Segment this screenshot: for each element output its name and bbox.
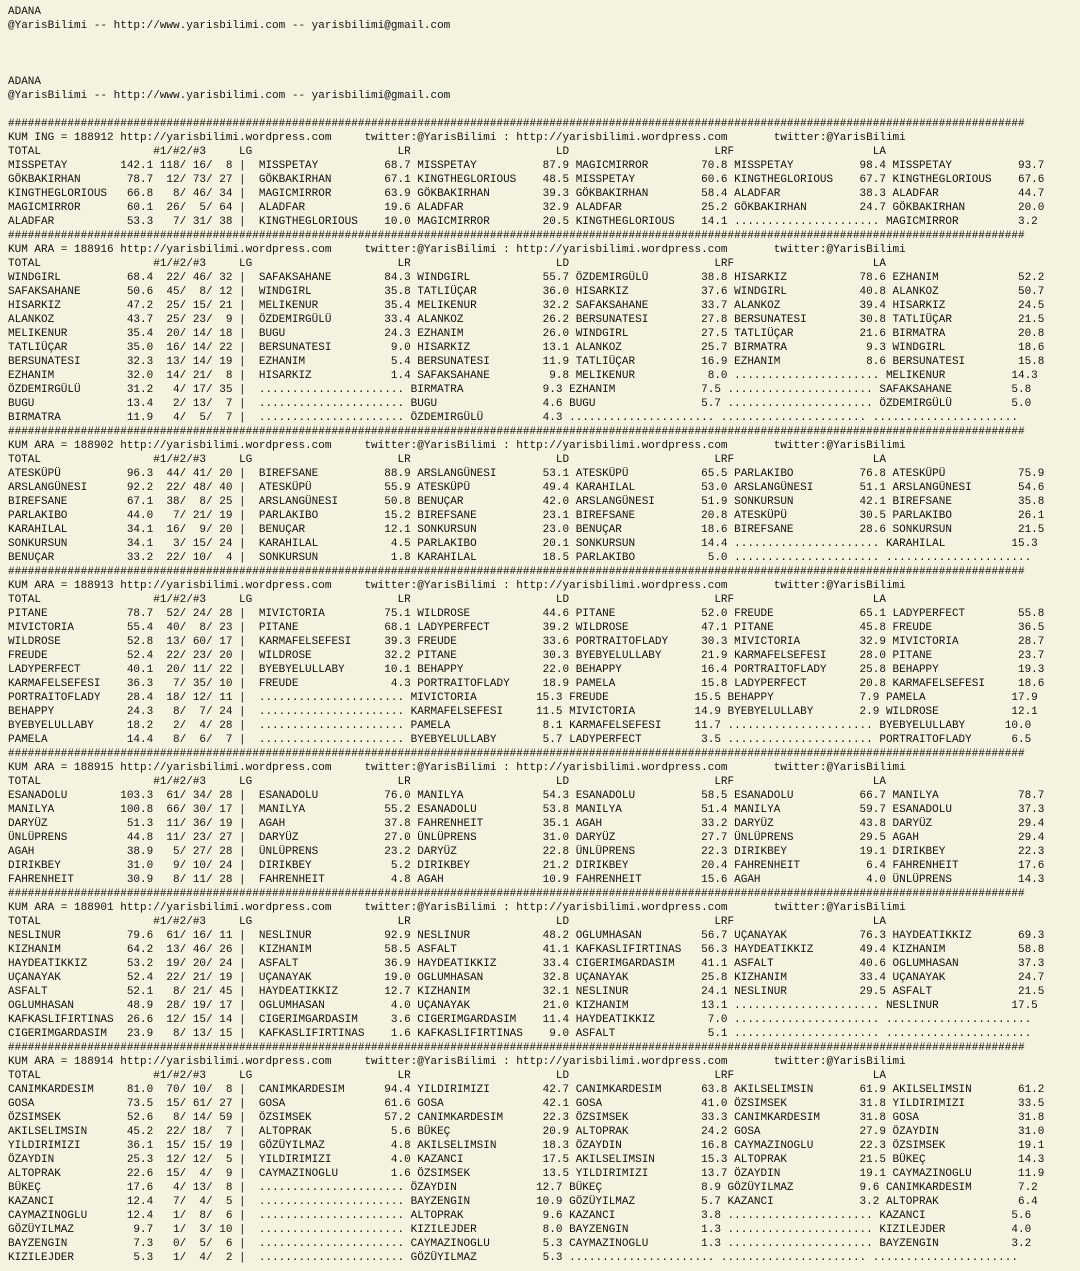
column-header: TOTAL #1/#2/#3 LG LR LD LRF LA xyxy=(8,776,886,788)
table-row: ÜNLÜPRENS 44.8 11/ 23/ 27 | DARYÜZ 27.0 ÜNLÜPRENS 31.0 DARYÜZ 27.7 ÜNLÜPRENS 29.5 AGAH 29.4 xyxy=(8,832,1045,844)
table-row: UÇANAYAK 52.4 22/ 21/ 19 | UÇANAYAK 19.0 OGLUMHASAN 32.8 UÇANAYAK 25.8 KIZHANIM 33.4 UÇANAYAK 24.7 xyxy=(8,972,1045,984)
column-header: TOTAL #1/#2/#3 LG LR LD LRF LA xyxy=(8,146,886,158)
race-title: KUM ARA = 188901 http://yarisbilimi.wordpress.com twitter:@YarisBilimi : http://yarisbilimi.wordpress.com twitter:@YarisBilimi xyxy=(8,902,906,914)
table-row: OGLUMHASAN 48.9 28/ 19/ 17 | OGLUMHASAN 4.0 UÇANAYAK 21.0 KIZHANIM 13.1 ...................... NESLINUR 17.5 xyxy=(8,1000,1038,1012)
separator-line: ########################################################################################################################################################## xyxy=(8,1042,1025,1054)
column-header: TOTAL #1/#2/#3 LG LR LD LRF LA xyxy=(8,454,886,466)
spacer xyxy=(8,103,1080,117)
race-block xyxy=(8,565,1080,747)
table-row: KAZANCI 12.4 7/ 4/ 5 | ...................... BAYZENGIN 10.9 GÖZÜYILMAZ 5.7 KAZANCI 3.2 ALTOPRAK 6.4 xyxy=(8,1196,1038,1208)
table-row: ESANADOLU 103.3 61/ 34/ 28 | ESANADOLU 76.0 MANILYA 54.3 ESANADOLU 58.5 ESANADOLU 66.7 MANILYA 78.7 xyxy=(8,790,1045,802)
column-header: TOTAL #1/#2/#3 LG LR LD LRF LA xyxy=(8,1070,886,1082)
table-row: PAMELA 14.4 8/ 6/ 7 | ...................... BYEBYELULLABY 5.7 LADYPERFECT 3.5 ...................... PORTRAITOFLADY 6.5 xyxy=(8,734,1032,746)
table-row: DARYÜZ 51.3 11/ 36/ 19 | AGAH 37.8 FAHRENHEIT 35.1 AGAH 33.2 DARYÜZ 43.8 DARYÜZ 29.4 xyxy=(8,818,1045,830)
table-row: HAYDEATIKKIZ 53.2 19/ 20/ 24 | ASFALT 36.9 HAYDEATIKKIZ 33.4 CIGERIMGARDASIM 41.1 ASFALT 40.6 OGLUMHASAN 37.3 xyxy=(8,958,1045,970)
table-row: PARLAKIBO 44.0 7/ 21/ 19 | PARLAKIBO 15.2 BIREFSANE 23.1 BIREFSANE 20.8 ATESKÜPÜ 30.5 PARLAKIBO 26.1 xyxy=(8,510,1045,522)
table-row: ALANKOZ 43.7 25/ 23/ 9 | ÖZDEMIRGÜLÜ 33.4 ALANKOZ 26.2 BERSUNATESI 27.8 BERSUNATESI 30.8 TATLIÜÇAR 21.5 xyxy=(8,314,1045,326)
separator-line: ########################################################################################################################################################## xyxy=(8,888,1025,900)
column-header: TOTAL #1/#2/#3 LG LR LD LRF LA xyxy=(8,258,886,270)
separator-line: ########################################################################################################################################################## xyxy=(8,230,1025,242)
table-row: ARSLANGÜNESI 92.2 22/ 48/ 40 | ATESKÜPÜ 55.9 ATESKÜPÜ 49.4 KARAHILAL 53.0 ARSLANGÜNESI 51.1 ARSLANGÜNESI 54.6 xyxy=(8,482,1045,494)
race-block xyxy=(8,1041,1080,1265)
table-row: MELIKENUR 35.4 20/ 14/ 18 | BUGU 24.3 EZHANIM 26.0 WINDGIRL 27.5 TATLIÜÇAR 21.6 BIRMATRA 20.8 xyxy=(8,328,1045,340)
table-row: SAFAKSAHANE 50.6 45/ 8/ 12 | WINDGIRL 35.8 TATLIÜÇAR 36.0 HISARKIZ 37.6 WINDGIRL 40.8 ALANKOZ 50.7 xyxy=(8,286,1045,298)
table-row: AKILSELIMSIN 45.2 22/ 18/ 7 | ALTOPRAK 5.6 BÜKEÇ 20.9 ALTOPRAK 24.2 GOSA 27.9 ÖZAYDIN 31.0 xyxy=(8,1126,1045,1138)
table-row: ÖZSIMSEK 52.6 8/ 14/ 59 | ÖZSIMSEK 57.2 CANIMKARDESIM 22.3 ÖZSIMSEK 33.3 CANIMKARDESIM 31.8 GOSA 31.8 xyxy=(8,1112,1045,1124)
column-header: TOTAL #1/#2/#3 LG LR LD LRF LA xyxy=(8,916,886,928)
table-row: BAYZENGIN 7.3 0/ 5/ 6 | ...................... CAYMAZINOGLU 5.3 CAYMAZINOGLU 1.3 ...................... BAYZENGIN 3.2 xyxy=(8,1238,1032,1250)
table-row: ÖZDEMIRGÜLÜ 31.2 4/ 17/ 35 | ...................... BIRMATRA 9.3 EZHANIM 7.5 ...................... SAFAKSAHANE 5.8 xyxy=(8,384,1032,396)
race-title: KUM ARA = 188915 http://yarisbilimi.wordpress.com twitter:@YarisBilimi : http://yarisbilimi.wordpress.com twitter:@YarisBilimi xyxy=(8,762,906,774)
table-row: BENUÇAR 33.2 22/ 10/ 4 | SONKURSUN 1.8 KARAHILAL 18.5 PARLAKIBO 5.0 ...................... ...................... xyxy=(8,552,1032,564)
table-row: MIVICTORIA 55.4 40/ 8/ 23 | PITANE 68.1 LADYPERFECT 39.2 WILDROSE 47.1 PITANE 45.8 FREUDE 36.5 xyxy=(8,622,1045,634)
table-row: KIZILEJDER 5.3 1/ 4/ 2 | ...................... GÖZÜYILMAZ 5.3 ...................... ...................... ...................... xyxy=(8,1252,1018,1264)
table-row: AGAH 38.9 5/ 27/ 28 | ÜNLÜPRENS 23.2 DARYÜZ 22.8 ÜNLÜPRENS 22.3 DIRIKBEY 19.1 DIRIKBEY 22.3 xyxy=(8,846,1045,858)
header-contact: @YarisBilimi -- http://www.yarisbilimi.com -- yarisbilimi@gmail.com xyxy=(8,20,451,32)
spacer xyxy=(8,47,1080,61)
table-row: BERSUNATESI 32.3 13/ 14/ 19 | EZHANIM 5.4 BERSUNATESI 11.9 TATLIÜÇAR 16.9 EZHANIM 8.6 BERSUNATESI 15.8 xyxy=(8,356,1045,368)
table-row: HISARKIZ 47.2 25/ 15/ 21 | MELIKENUR 35.4 MELIKENUR 32.2 SAFAKSAHANE 33.7 ALANKOZ 39.4 HISARKIZ 24.5 xyxy=(8,300,1045,312)
table-row: BIREFSANE 67.1 38/ 8/ 25 | ARSLANGÜNESI 50.8 BENUÇAR 42.0 ARSLANGÜNESI 51.9 SONKURSUN 42.1 BIREFSANE 35.8 xyxy=(8,496,1045,508)
table-row: FREUDE 52.4 22/ 23/ 20 | WILDROSE 32.2 PITANE 30.3 BYEBYELULLABY 21.9 KARMAFELSEFESI 28.0 PITANE 23.7 xyxy=(8,650,1045,662)
header-title: ADANA xyxy=(8,76,42,88)
table-row: MAGICMIRROR 60.1 26/ 5/ 64 | ALADFAR 19.6 ALADFAR 32.9 ALADFAR 25.2 GÖKBAKIRHAN 24.7 GÖKBAKIRHAN 20.0 xyxy=(8,202,1045,214)
race-title: KUM ARA = 188902 http://yarisbilimi.wordpress.com twitter:@YarisBilimi : http://yarisbilimi.wordpress.com twitter:@YarisBilimi xyxy=(8,440,906,452)
separator-line: ########################################################################################################################################################## xyxy=(8,748,1025,760)
table-row: KARMAFELSEFESI 36.3 7/ 35/ 10 | FREUDE 4.3 PORTRAITOFLADY 18.9 PAMELA 15.8 LADYPERFECT 20.8 KARMAFELSEFESI 18.6 xyxy=(8,678,1045,690)
table-row: PITANE 78.7 52/ 24/ 28 | MIVICTORIA 75.1 WILDROSE 44.6 PITANE 52.0 FREUDE 65.1 LADYPERFECT 55.8 xyxy=(8,608,1045,620)
race-block xyxy=(8,425,1080,565)
table-row: SONKURSUN 34.1 3/ 15/ 24 | KARAHILAL 4.5 PARLAKIBO 20.1 SONKURSUN 14.4 ...................... KARAHILAL 15.3 xyxy=(8,538,1038,550)
header-title: ADANA xyxy=(8,6,42,18)
race-title: KUM ARA = 188913 http://yarisbilimi.wordpress.com twitter:@YarisBilimi : http://yarisbilimi.wordpress.com twitter:@YarisBilimi xyxy=(8,580,906,592)
table-row: WINDGIRL 68.4 22/ 46/ 32 | SAFAKSAHANE 84.3 WINDGIRL 55.7 ÖZDEMIRGÜLÜ 38.8 HISARKIZ 78.6 EZHANIM 52.2 xyxy=(8,272,1045,284)
race-title: KUM ARA = 188914 http://yarisbilimi.wordpress.com twitter:@YarisBilimi : http://yarisbilimi.wordpress.com twitter:@YarisBilimi xyxy=(8,1056,906,1068)
separator-line: ########################################################################################################################################################## xyxy=(8,566,1025,578)
spacer xyxy=(8,33,1080,47)
table-row: PORTRAITOFLADY 28.4 18/ 12/ 11 | ...................... MIVICTORIA 15.3 FREUDE 15.5 BEHAPPY 7.9 PAMELA 17.9 xyxy=(8,692,1038,704)
table-row: BUGU 13.4 2/ 13/ 7 | ...................... BUGU 4.6 BUGU 5.7 ...................... ÖZDEMIRGÜLÜ 5.0 xyxy=(8,398,1032,410)
table-row: CANIMKARDESIM 81.0 70/ 10/ 8 | CANIMKARDESIM 94.4 YILDIRIMIZI 42.7 CANIMKARDESIM 63.8 AKILSELIMSIN 61.9 AKILSELIMSIN 61.2 xyxy=(8,1084,1045,1096)
table-row: KAFKASLIFIRTINAS 26.6 12/ 15/ 14 | CIGERIMGARDASIM 3.6 CIGERIMGARDASIM 11.4 HAYDEATIKKIZ 7.0 ...................... ...................... xyxy=(8,1014,1032,1026)
race-title: KUM ING = 188912 http://yarisbilimi.wordpress.com twitter:@YarisBilimi : http://yarisbilimi.wordpress.com twitter:@YarisBilimi xyxy=(8,132,906,144)
header-contact: @YarisBilimi -- http://www.yarisbilimi.com -- yarisbilimi@gmail.com xyxy=(8,90,451,102)
table-row: FAHRENHEIT 30.9 8/ 11/ 28 | FAHRENHEIT 4.8 AGAH 10.9 FAHRENHEIT 15.6 AGAH 4.0 ÜNLÜPRENS 14.3 xyxy=(8,874,1045,886)
table-row: CAYMAZINOGLU 12.4 1/ 8/ 6 | ...................... ALTOPRAK 9.6 KAZANCI 3.8 ...................... KAZANCI 5.6 xyxy=(8,1210,1032,1222)
column-header: TOTAL #1/#2/#3 LG LR LD LRF LA xyxy=(8,594,886,606)
race-list xyxy=(8,117,1080,1265)
table-row: GOSA 73.5 15/ 61/ 27 | GOSA 61.6 GOSA 42.1 GOSA 41.0 ÖZSIMSEK 31.8 YILDIRIMIZI 33.5 xyxy=(8,1098,1045,1110)
spacer xyxy=(8,61,1080,75)
table-row: BEHAPPY 24.3 8/ 7/ 24 | ...................... KARMAFELSEFESI 11.5 MIVICTORIA 14.9 BYEBYELULLABY 2.9 WILDROSE 12.1 xyxy=(8,706,1038,718)
table-row: YILDIRIMIZI 36.1 15/ 15/ 19 | GÖZÜYILMAZ 4.8 AKILSELIMSIN 18.3 ÖZAYDIN 16.8 CAYMAZINOGLU 22.3 ÖZSIMSEK 19.1 xyxy=(8,1140,1045,1152)
table-row: NESLINUR 79.6 61/ 16/ 11 | NESLINUR 92.9 NESLINUR 48.2 OGLUMHASAN 56.7 UÇANAYAK 76.3 HAYDEATIKKIZ 69.3 xyxy=(8,930,1045,942)
table-row: DIRIKBEY 31.0 9/ 10/ 24 | DIRIKBEY 5.2 DIRIKBEY 21.2 DIRIKBEY 20.4 FAHRENHEIT 6.4 FAHRENHEIT 17.6 xyxy=(8,860,1045,872)
table-row: GÖKBAKIRHAN 78.7 12/ 73/ 27 | GÖKBAKIRHAN 67.1 KINGTHEGLORIOUS 48.5 MISSPETAY 60.6 KINGTHEGLORIOUS 67.7 KINGTHEGLORIOUS 67.6 xyxy=(8,174,1045,186)
race-block xyxy=(8,747,1080,887)
table-row: GÖZÜYILMAZ 9.7 1/ 3/ 10 | ...................... KIZILEJDER 8.0 BAYZENGIN 1.3 ...................... KIZILEJDER 4.0 xyxy=(8,1224,1032,1236)
table-row: KARAHILAL 34.1 16/ 9/ 20 | BENUÇAR 12.1 SONKURSUN 23.0 BENUÇAR 18.6 BIREFSANE 28.6 SONKURSUN 21.5 xyxy=(8,524,1045,536)
table-row: ALTOPRAK 22.6 15/ 4/ 9 | CAYMAZINOGLU 1.6 ÖZSIMSEK 13.5 YILDIRIMIZI 13.7 ÖZAYDIN 19.1 CAYMAZINOGLU 11.9 xyxy=(8,1168,1045,1180)
table-row: BIRMATRA 11.9 4/ 5/ 7 | ...................... ÖZDEMIRGÜLÜ 4.3 ...................... ...................... ...................... xyxy=(8,412,1018,424)
table-row: TATLIÜÇAR 35.0 16/ 14/ 22 | BERSUNATESI 9.0 HISARKIZ 13.1 ALANKOZ 25.7 BIRMATRA 9.3 WINDGIRL 18.6 xyxy=(8,342,1045,354)
table-row: BYEBYELULLABY 18.2 2/ 4/ 28 | ...................... PAMELA 8.1 KARMAFELSEFESI 11.7 ...................... BYEBYELULLABY 10.0 xyxy=(8,720,1032,732)
table-row: BÜKEÇ 17.6 4/ 13/ 8 | ...................... ÖZAYDIN 12.7 BÜKEÇ 8.9 GÖZÜYILMAZ 9.6 CANIMKARDESIM 7.2 xyxy=(8,1182,1038,1194)
table-row: ALADFAR 53.3 7/ 31/ 38 | KINGTHEGLORIOUS 10.0 MAGICMIRROR 20.5 KINGTHEGLORIOUS 14.1 ...................... MAGICMIRROR 3.2 xyxy=(8,216,1038,228)
race-block xyxy=(8,229,1080,425)
race-title: KUM ARA = 188916 http://yarisbilimi.wordpress.com twitter:@YarisBilimi : http://yarisbilimi.wordpress.com twitter:@YarisBilimi xyxy=(8,244,906,256)
table-row: ASFALT 52.1 8/ 21/ 45 | HAYDEATIKKIZ 12.7 KIZHANIM 32.1 NESLINUR 24.1 NESLINUR 29.5 ASFALT 21.5 xyxy=(8,986,1045,998)
race-block xyxy=(8,887,1080,1041)
table-row: LADYPERFECT 40.1 20/ 11/ 22 | BYEBYELULLABY 10.1 BEHAPPY 22.0 BEHAPPY 16.4 PORTRAITOFLADY 25.8 BEHAPPY 19.3 xyxy=(8,664,1045,676)
table-row: ATESKÜPÜ 96.3 44/ 41/ 20 | BIREFSANE 88.9 ARSLANGÜNESI 53.1 ATESKÜPÜ 65.5 PARLAKIBO 76.8 ATESKÜPÜ 75.9 xyxy=(8,468,1045,480)
separator-line: ########################################################################################################################################################## xyxy=(8,426,1025,438)
table-row: KINGTHEGLORIOUS 66.8 8/ 46/ 34 | MAGICMIRROR 63.9 GÖKBAKIRHAN 39.3 GÖKBAKIRHAN 58.4 ALADFAR 38.3 ALADFAR 44.7 xyxy=(8,188,1045,200)
race-block xyxy=(8,117,1080,229)
separator-line: ########################################################################################################################################################## xyxy=(8,118,1025,130)
table-row: EZHANIM 32.0 14/ 21/ 8 | HISARKIZ 1.4 SAFAKSAHANE 9.8 MELIKENUR 8.0 ...................... MELIKENUR 14.3 xyxy=(8,370,1038,382)
table-row: WILDROSE 52.8 13/ 60/ 17 | KARMAFELSEFESI 39.3 FREUDE 33.6 PORTRAITOFLADY 30.3 MIVICTORIA 32.9 MIVICTORIA 28.7 xyxy=(8,636,1045,648)
table-row: MANILYA 100.8 66/ 30/ 17 | MANILYA 55.2 ESANADOLU 53.8 MANILYA 51.4 MANILYA 59.7 ESANADOLU 37.3 xyxy=(8,804,1045,816)
table-row: CIGERIMGARDASIM 23.9 8/ 13/ 15 | KAFKASLIFIRTINAS 1.6 KAFKASLIFIRTINAS 9.0 ASFALT 5.1 ...................... ...................... xyxy=(8,1028,1032,1040)
table-row: MISSPETAY 142.1 118/ 16/ 8 | MISSPETAY 68.7 MISSPETAY 87.9 MAGICMIRROR 70.8 MISSPETAY 98.4 MISSPETAY 93.7 xyxy=(8,160,1045,172)
table-row: KIZHANIM 64.2 13/ 46/ 26 | KIZHANIM 58.5 ASFALT 41.1 KAFKASLIFIRTINAS 56.3 HAYDEATIKKIZ 49.4 KIZHANIM 58.8 xyxy=(8,944,1045,956)
table-row: ÖZAYDIN 25.3 12/ 12/ 5 | YILDIRIMIZI 4.0 KAZANCI 17.5 AKILSELIMSIN 15.3 ALTOPRAK 21.5 BÜKEÇ 14.3 xyxy=(8,1154,1045,1166)
